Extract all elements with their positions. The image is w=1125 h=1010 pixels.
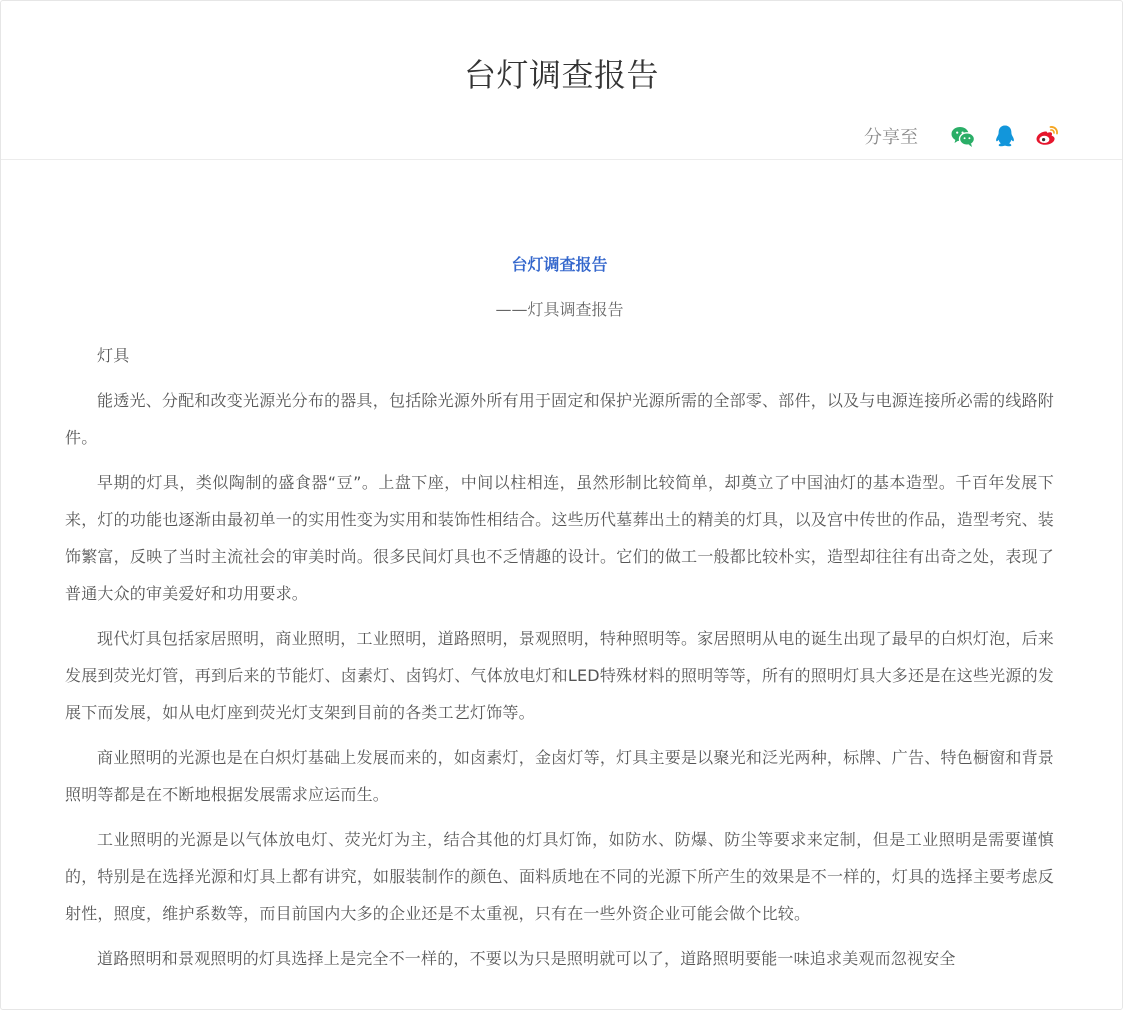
weibo-icon[interactable] [1034,123,1060,149]
qq-icon[interactable] [992,123,1018,149]
paragraph: 现代灯具包括家居照明，商业照明，工业照明，道路照明，景观照明，特种照明等。家居照明从电的诞生出现了最早的白炽灯泡，后来发展到荧光灯管，再到后来的节能灯、卤素灯、卤钨灯、气体放电灯和LED特殊材料的照明等等，所有的照明灯具大多还是在这些光源的发展下而发展，如从电灯座到荧光灯支架到目前的各类工艺灯饰等。 [65,629,1054,722]
article-title: 台灯调查报告 [511,255,608,274]
share-bar [864,120,1060,152]
page-header [1,1,1122,160]
page-title: 台灯调查报告 [463,56,659,94]
paragraph: 早期的灯具，类似陶制的盛食器“豆”。上盘下座，中间以柱相连，虽然形制比较简单，却奠立了中国油灯的基本造型。千百年发展下来，灯的功能也逐渐由最初单一的实用性变为实用和装饰性相结合。这些历代墓葬出土的精美的灯具，以及宫中传世的作品，造型考究、装饰繁富，反映了当时主流社会的审美时尚。很多民间灯具也不乏情趣的设计。它们的做工一般都比较朴实，造型却往往有出奇之处，表现了普通大众的审美爱好和功用要求。 [65,473,1054,603]
paragraph: 工业照明的光源是以气体放电灯、荧光灯为主，结合其他的灯具灯饰，如防水、防爆、防尘等要求来定制，但是工业照明是需要谨慎的，特别是在选择光源和灯具上都有讲究，如服装制作的颜色、面料质地在不同的光源下所产生的效果是不一样的，灯具的选择主要考虑反射性，照度，维护系数等，而目前国内大多的企业还是不太重视，只有在一些外资企业可能会做个比较。 [65,830,1054,923]
paragraph: 能透光、分配和改变光源光分布的器具，包括除光源外所有用于固定和保护光源所需的全部零、部件，以及与电源连接所必需的线路附件。 [65,391,1054,447]
paragraph: 商业照明的光源也是在白炽灯基础上发展而来的，如卤素灯，金卤灯等，灯具主要是以聚光和泛光两种，标牌、广告、特色橱窗和背景照明等都是在不断地根据发展需求应运而生。 [65,748,1054,804]
wechat-icon[interactable] [950,123,976,149]
article-body [65,247,1054,985]
article-subtitle: ——灯具调查报告 [495,300,624,319]
share-label: 分享至 [864,127,918,148]
paragraph: 灯具 [97,346,130,365]
paragraph: 道路照明和景观照明的灯具选择上是完全不一样的，不要以为只是照明就可以了，道路照明要能一味追求美观而忽视安全 [97,949,956,968]
